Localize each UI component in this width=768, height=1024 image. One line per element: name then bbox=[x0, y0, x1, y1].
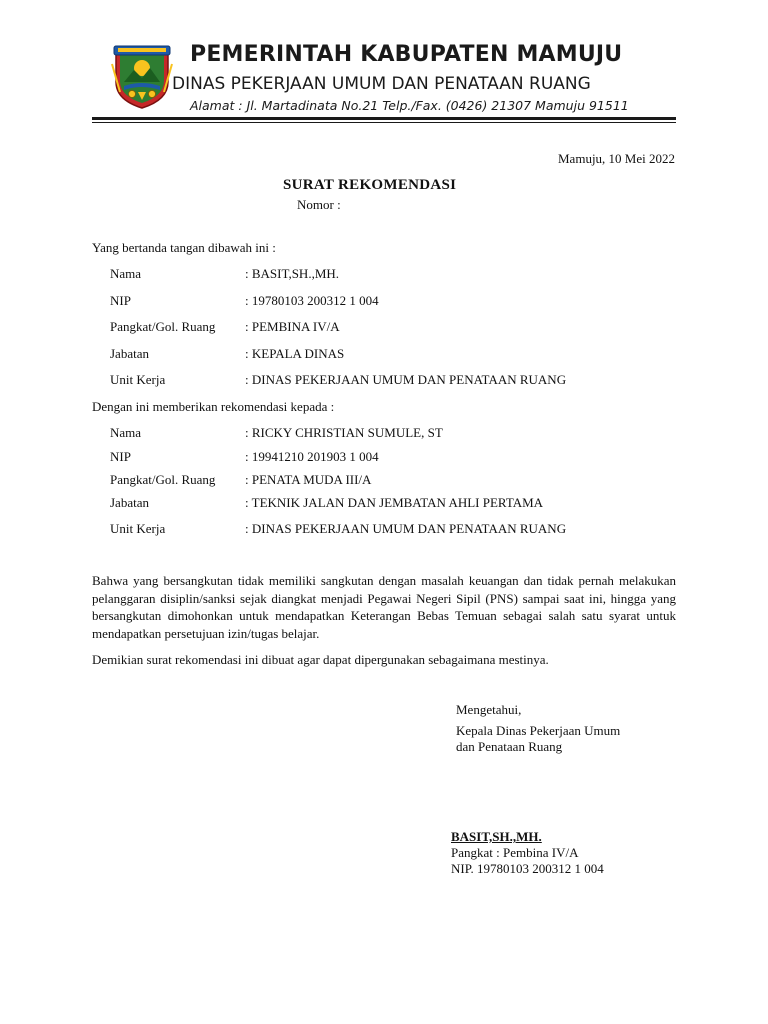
signer-position-label: Jabatan bbox=[110, 346, 149, 361]
signer-unit-label: Unit Kerja bbox=[110, 372, 166, 387]
letterhead bbox=[0, 0, 768, 130]
recipient-position-value: : TEKNIK JALAN DAN JEMBATAN AHLI PERTAMA bbox=[245, 495, 544, 510]
recipient-unit-label: Unit Kerja bbox=[110, 521, 166, 536]
recipient-nip-label: NIP bbox=[110, 449, 131, 464]
acknowledgement-label: Mengetahui, bbox=[456, 702, 522, 717]
closing-statement: Demikian surat rekomendasi ini dibuat agar dapat dipergunakan sebagaimana mestinya. bbox=[92, 652, 549, 667]
document-number-label: Nomor : bbox=[297, 197, 341, 212]
signatory-rank: Pangkat : Pembina IV/A bbox=[451, 845, 579, 860]
signer-position-value: : KEPALA DINAS bbox=[245, 346, 345, 361]
signer-nip-label: NIP bbox=[110, 293, 131, 308]
regency-emblem-icon bbox=[110, 44, 174, 110]
signer-rank-label: Pangkat/Gol. Ruang bbox=[110, 319, 216, 334]
recipient-name-label: Nama bbox=[110, 425, 142, 440]
recipient-rank-label: Pangkat/Gol. Ruang bbox=[110, 472, 216, 487]
recipient-intro: Dengan ini memberikan rekomendasi kepada : bbox=[92, 399, 335, 414]
signer-name-value: : BASIT,SH.,MH. bbox=[245, 266, 340, 281]
recipient-unit-value: : DINAS PEKERJAAN UMUM DAN PENATAAN RUANG bbox=[245, 521, 567, 536]
recommendation-body: Bahwa yang bersangkutan tidak memiliki sangkutan dengan masalah keuangan dan tidak pernah melakukan pelanggaran disiplin/sanksi sejak diangkat menjadi Pegawai Negeri Sipil (PNS) sampai saat ini, hingga yang bersangkutan dimohonkan untuk mendapatkan Keterangan Bebas Temuan sebagai salah satu syarat untuk mendapatkan persetujuan izin/tugas belajar. bbox=[92, 573, 676, 641]
signatory-name: BASIT,SH.,MH. bbox=[451, 829, 542, 844]
office-address: Alamat : Jl. Martadinata No.21 Telp./Fax. (0426) 21307 Mamuju 91511 bbox=[190, 98, 629, 113]
signer-unit-value: : DINAS PEKERJAAN UMUM DAN PENATAAN RUANG bbox=[245, 372, 567, 387]
recipient-nip-value: : 19941210 201903 1 004 bbox=[245, 449, 379, 464]
recipient-position-label: Jabatan bbox=[110, 495, 149, 510]
signer-intro: Yang bertanda tangan dibawah ini : bbox=[92, 240, 276, 255]
recipient-name-value: : RICKY CHRISTIAN SUMULE, ST bbox=[245, 425, 443, 440]
signatory-nip: NIP. 19780103 200312 1 004 bbox=[451, 861, 604, 876]
signer-nip-value: : 19780103 200312 1 004 bbox=[245, 293, 379, 308]
signer-rank-value: : PEMBINA IV/A bbox=[245, 319, 340, 334]
document-title: SURAT REKOMENDASI bbox=[283, 177, 457, 193]
signatory-position-line1: Kepala Dinas Pekerjaan Umum bbox=[456, 723, 621, 738]
letterhead-divider-thin bbox=[92, 122, 676, 123]
signatory-position-line2: dan Penataan Ruang bbox=[456, 739, 563, 754]
department-title: DINAS PEKERJAAN UMUM DAN PENATAAN RUANG bbox=[172, 74, 591, 94]
letterhead-divider-thick bbox=[92, 117, 676, 120]
government-title: PEMERINTAH KABUPATEN MAMUJU bbox=[190, 42, 623, 67]
recipient-rank-value: : PENATA MUDA III/A bbox=[245, 472, 372, 487]
letter-date: Mamuju, 10 Mei 2022 bbox=[558, 151, 675, 166]
signer-name-label: Nama bbox=[110, 266, 142, 281]
